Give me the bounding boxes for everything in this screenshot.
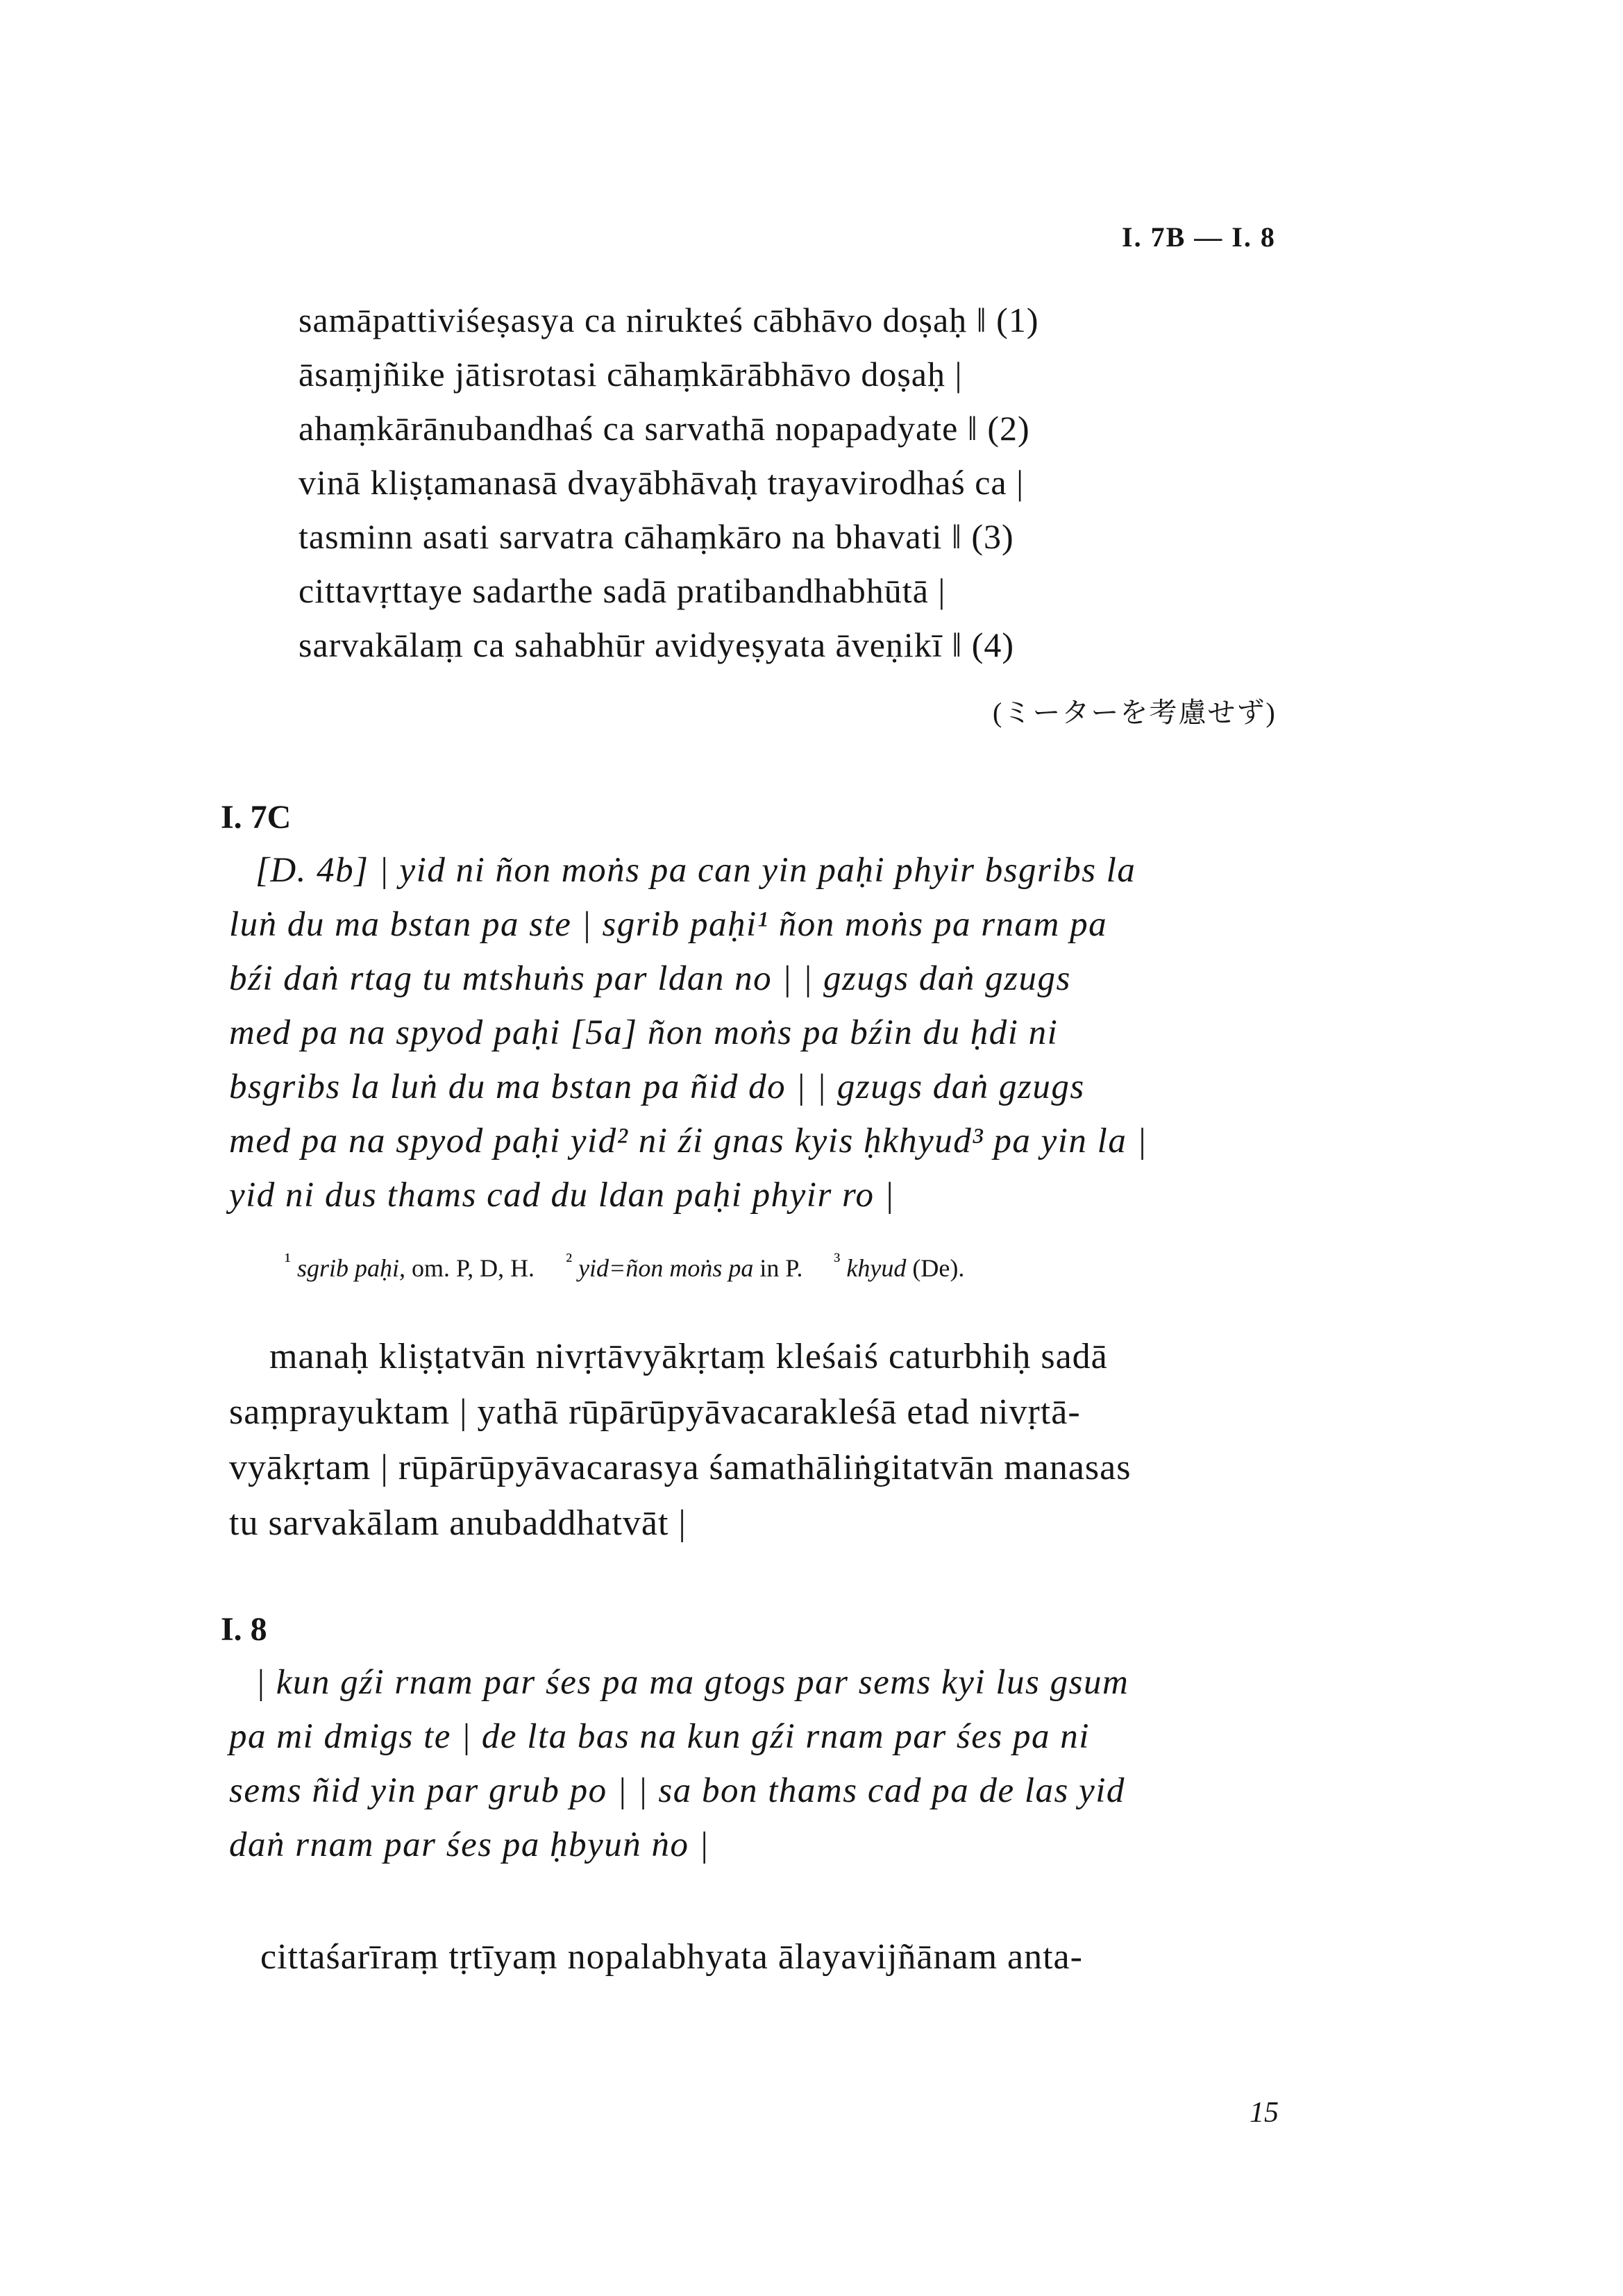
tibetan-line: med pa na spyod paḥi yid² ni źi gnas kyis ḥkhyud³ pa yin la |	[229, 1122, 1148, 1160]
footnote: $^{^3}$ khyud (De).	[834, 1249, 965, 1282]
sanskrit-line: manaḥ kliṣṭatvān nivṛtāvyākṛtaṃ kleśaiś caturbhiḥ sadā	[269, 1337, 1108, 1376]
tibetan-line: [D. 4b] | yid ni ñon moṅs pa can yin paḥi phyir bsgribs la	[255, 851, 1136, 890]
sanskrit-line: vyākṛtam | rūpārūpyāvacarasya śamathāliṅgitatvān manasas	[229, 1448, 1132, 1487]
tibetan-line: luṅ du ma bstan pa ste | sgrib paḥi¹ ñon moṅs pa rnam pa	[229, 905, 1108, 944]
verse-line: āsaṃjñike jātisrotasi cāhaṃkārābhāvo doṣaḥ |	[298, 355, 963, 394]
sanskrit-line: saṃprayuktam | yathā rūpārūpyāvacarakleśā etad nivṛtā-	[229, 1392, 1081, 1432]
tibetan-line: med pa na spyod paḥi [5a] ñon moṅs pa bźin du ḥdi ni	[229, 1013, 1059, 1052]
verse-line: cittavṛttaye sadarthe sadā pratibandhabhūtā |	[298, 571, 946, 610]
tibetan-line: yid ni dus thams cad du ldan paḥi phyir ro |	[229, 1176, 895, 1215]
footnote: $^{^1}$ sgrib paḥi, om. P, D, H.	[285, 1249, 535, 1282]
tibetan-line: pa mi dmigs te | de lta bas na kun gźi rnam par śes pa ni	[229, 1717, 1090, 1756]
verse-line: ahaṃkārānubandhaś ca sarvathā nopapadyate ‖ (2)	[298, 409, 1030, 448]
tibetan-line: bźi daṅ rtag tu mtshuṅs par ldan no | | gzugs daṅ gzugs	[229, 959, 1071, 998]
verse-line: tasminn asati sarvatra cāhaṃkāro na bhavati ‖ (3)	[298, 517, 1014, 556]
section-heading-8: I. 8	[221, 1611, 267, 1648]
tibetan-line: | kun gźi rnam par śes pa ma gtogs par sems kyi lus gsum	[255, 1663, 1129, 1702]
verse-line: samāpattiviśeṣasya ca nirukteś cābhāvo doṣaḥ ‖ (1)	[298, 301, 1039, 339]
tibetan-line: sems ñid yin par grub po | | sa bon thams cad pa de las yid	[229, 1771, 1125, 1810]
meter-note: (ミーターを考慮せず)	[993, 697, 1277, 728]
footnotes	[285, 1249, 989, 1283]
page-number: 15	[1250, 2097, 1279, 2129]
tibetan-line: daṅ rnam par śes pa ḥbyuṅ ṅo |	[229, 1825, 710, 1864]
verse-line: vinā kliṣṭamanasā dvayābhāvaḥ trayavirodhaś ca |	[298, 463, 1025, 502]
sanskrit-line: cittaśarīraṃ tṛtīyaṃ nopalabhyata ālayavijñānam anta-	[260, 1937, 1083, 1977]
running-header: I. 7B — I. 8	[1122, 221, 1276, 253]
tibetan-line: bsgribs la luṅ du ma bstan pa ñid do | | gzugs daṅ gzugs	[229, 1067, 1085, 1106]
sanskrit-line: tu sarvakālam anubaddhatvāt |	[229, 1503, 687, 1543]
section-heading-7c: I. 7C	[221, 799, 292, 836]
verse-line: sarvakālaṃ ca sahabhūr avidyeṣyata āveṇikī ‖ (4)	[298, 625, 1015, 664]
footnote: $^{^2}$ yid=ñon moṅs pa in P.	[566, 1249, 803, 1282]
